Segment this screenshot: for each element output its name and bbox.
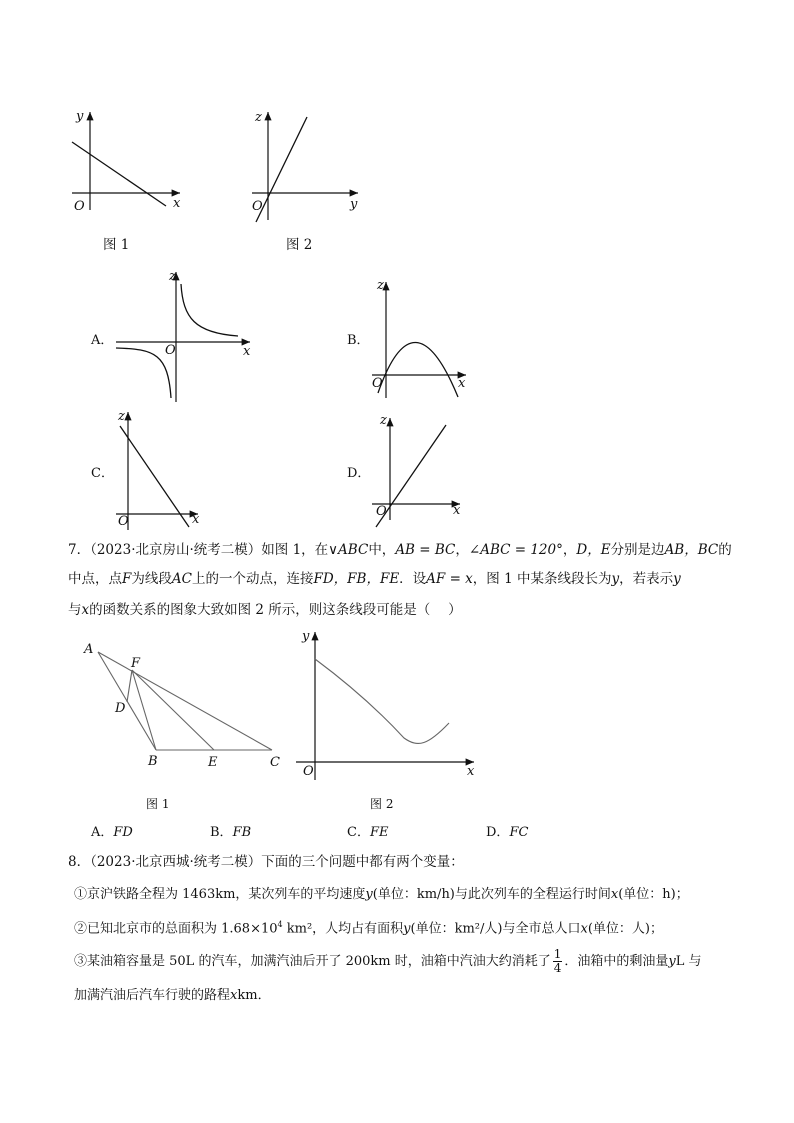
q8-text: ②已知北京市的总面积为 1.68×10 [74, 921, 278, 937]
fig2-z-label: z [255, 110, 262, 125]
q7-text: 中， [368, 542, 396, 558]
q7-line-2 [68, 569, 681, 589]
q7-option-b[interactable] [210, 821, 251, 840]
q7-text: 分别是边 [610, 542, 665, 558]
option-label: A． [91, 825, 114, 840]
optA-z-label: z [169, 269, 176, 284]
q7-line-1 [68, 540, 732, 560]
q8-item-2 [74, 915, 663, 939]
q8-text: ①京沪铁路全程为 1463km，某次列车的平均速度 [74, 887, 366, 902]
optC-origin-label: O [118, 514, 129, 529]
q8-text: (单位：km²/人)与全市总人口 [410, 921, 581, 937]
q8-text: (单位：km/h)与此次列车的全程运行时间 [372, 887, 611, 902]
optB-curve [378, 342, 458, 397]
q7-option-c[interactable] [347, 821, 388, 840]
q7-option-a[interactable] [91, 821, 133, 840]
q8-text: L 与 [675, 954, 702, 969]
q7-triangle: ∨ABC [328, 542, 369, 558]
q8-item-1 [74, 885, 689, 905]
q8-intro: 8．（2023·北京西城·统考二模）下面的三个问题中都有两个变量： [68, 854, 464, 870]
optD-x-label: x [453, 503, 461, 518]
q7-text: ， [455, 542, 469, 558]
q7-var-y: y [673, 571, 681, 587]
q8-text: km． [237, 988, 271, 1003]
optB-z-label: z [377, 278, 384, 293]
q7-text: ．设 [399, 571, 427, 587]
q8-text: ．油箱中的剩油量 [564, 954, 669, 969]
q6-option-c[interactable]: C． [91, 466, 114, 481]
optA-curve-left [116, 348, 171, 398]
fig2-origin-label: O [252, 199, 263, 214]
q8-fraction [553, 948, 563, 975]
q8-var: y [403, 921, 411, 937]
q8-frac-den: 4 [553, 961, 562, 975]
optB-origin-label: O [372, 376, 383, 391]
q7-eq3: AF = x [426, 571, 473, 587]
fig1-line [72, 142, 166, 206]
q8-var: x [610, 887, 619, 902]
q7-point-c: C [270, 755, 280, 770]
optD-origin-label: O [376, 504, 387, 519]
q7-line-3 [68, 600, 462, 620]
q7-option-d[interactable] [486, 821, 528, 840]
q7-text: 为线段 [131, 571, 172, 587]
q7-text: 的 [718, 542, 732, 558]
q8-item-3 [74, 948, 702, 975]
optC-line [120, 426, 189, 527]
option-value: FE [369, 825, 389, 840]
q8-var: x [230, 988, 238, 1003]
q7-segs: FD，FB，FE [313, 571, 400, 587]
q7-text: ，若表示 [619, 571, 674, 587]
q8-text: ③某油箱容量是 50L 的汽车，加满汽油后开了 200km 时，油箱中汽油大约消耗了 [74, 954, 551, 969]
q6-option-d[interactable]: D． [347, 466, 371, 481]
q7-fig1-caption: 图 1 [146, 797, 170, 811]
option-value: FD [113, 825, 133, 840]
q8-var: x [580, 921, 588, 937]
option-label: D． [486, 825, 510, 840]
q8-sup: 4 [277, 920, 283, 929]
q7-fig2-y-label: y [302, 629, 310, 644]
q7-text: 的函数关系的图象大致如图 2 所示，则这条线段可能是（ ） [89, 602, 462, 618]
q7-var-x: x [81, 602, 90, 618]
q7-var-y: y [611, 571, 620, 587]
fig1-caption: 图 1 [103, 237, 130, 253]
q6-option-a[interactable]: A． [91, 333, 114, 348]
option-label: B． [210, 825, 233, 840]
fig1-origin-label: O [74, 199, 85, 214]
q7-fig2-caption: 图 2 [370, 797, 394, 811]
q7-seg-ac: AC [171, 571, 192, 587]
fig1-y-label: y [76, 109, 84, 124]
q7-point-f-text: F [122, 571, 132, 587]
fig2-caption: 图 2 [286, 237, 313, 253]
q7-point-b: B [148, 754, 158, 769]
q6-option-b[interactable]: B． [347, 333, 370, 348]
q8-item-4 [74, 986, 271, 1006]
q7-segment-fd [127, 670, 132, 702]
q7-fig2-x-label: x [467, 764, 475, 779]
q7-point-e: E [208, 755, 218, 770]
optB-x-label: x [458, 376, 466, 391]
q7-text: 上的一个动点，连接 [191, 571, 314, 587]
optD-z-label: z [380, 413, 387, 428]
q7-text: ，图 1 中某条线段长为 [472, 571, 612, 587]
fig1-x-label: x [173, 196, 181, 211]
q7-fig2-curve [315, 659, 449, 743]
optA-curve-right [181, 284, 238, 336]
q7-point-d: D [115, 701, 126, 716]
q7-text: 中点，点 [68, 571, 122, 587]
q8-text: (单位：人)； [587, 921, 663, 937]
q7-point-a: A [84, 642, 94, 657]
q8-var: y [365, 887, 373, 902]
q7-de: D，E [576, 542, 611, 558]
q8-text: 加满汽油后汽车行驶的路程 [74, 988, 231, 1003]
optA-x-label: x [243, 344, 251, 359]
fig2-y-label: y [350, 197, 358, 212]
q7-sides: AB，BC [664, 542, 719, 558]
option-value: FB [232, 825, 252, 840]
option-label: C． [347, 825, 370, 840]
optA-origin-label: O [165, 343, 176, 358]
option-value: FC [509, 825, 529, 840]
q7-eq1: AB = BC [395, 542, 456, 558]
q7-text: 与 [68, 602, 82, 618]
q7-text: 7．（2023·北京房山·统考二模）如图 1，在 [68, 542, 329, 558]
q7-fig2-origin-label: O [303, 764, 314, 779]
optC-z-label: z [118, 409, 125, 424]
fig2-line [256, 117, 307, 222]
q8-frac-num: 1 [553, 947, 562, 961]
q8-text: km²，人均占有面积 [282, 921, 404, 937]
optC-x-label: x [192, 512, 200, 527]
q7-text: ， [562, 542, 577, 558]
q7-eq2: ∠ABC = 120° [468, 542, 563, 558]
q8-text: (单位：h)； [618, 887, 689, 902]
q8-var: y [668, 954, 676, 969]
q7-point-f: F [131, 656, 141, 671]
